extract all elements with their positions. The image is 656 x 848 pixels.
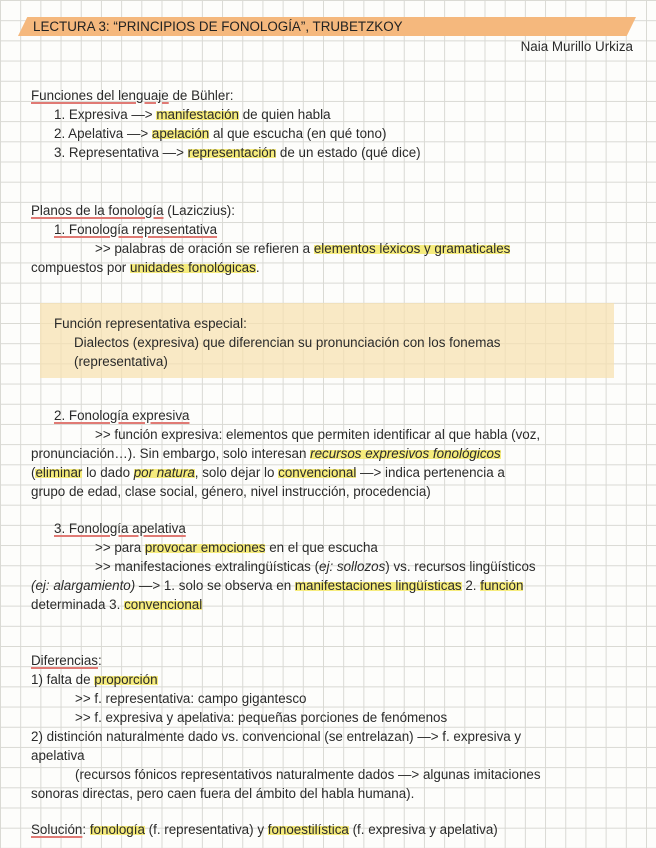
apel-line-2-post: ) vs. recursos lingüísticos <box>385 559 536 574</box>
fonologia-expresiva-title <box>54 406 189 425</box>
diferencia-1-a: >> f. representativa: campo gigantesco <box>75 691 307 706</box>
diferencia-2-line-2: apelativa <box>31 748 85 763</box>
funcion-item-2 <box>54 124 386 143</box>
fonologia-apelativa-title <box>54 519 186 538</box>
funcion-item-1-post: de quien habla <box>238 107 331 122</box>
apel-line-1-highlight: provocar emociones <box>144 540 266 555</box>
page-title: LECTURA 3: “PRINCIPIOS DE FONOLOGÍA”, TRUBETZKOY <box>33 19 403 34</box>
exp-line-3-post: —> indica pertenencia a <box>356 465 505 480</box>
exp-line-2 <box>31 444 501 463</box>
rep-line-2-pre: compuestos por <box>31 260 130 275</box>
exp-line-4: grupo de edad, clase social, género, nivel instrucción, procedencia) <box>31 484 431 499</box>
exp-line-2-pre: pronunciación…). Sin embargo, solo interesan <box>31 446 311 461</box>
rep-line-1-highlight: elementos léxicos y gramaticales <box>313 241 511 256</box>
funcion-item-3 <box>54 143 421 162</box>
funcion-item-1-highlight: manifestación <box>156 107 239 122</box>
diferencia-1-b: >> f. expresiva y apelativa: pequeñas porciones de fenómenos <box>75 710 448 725</box>
funcion-item-2-post: al que escucha (en qué tono) <box>209 126 387 141</box>
exp-line-3 <box>31 463 505 482</box>
apel-line-1 <box>95 538 378 557</box>
exp-line-1: >> función expresiva: elementos que permiten identificar al que habla (voz, <box>95 427 541 442</box>
funcion-item-2-pre: 2. Apelativa —> <box>54 126 152 141</box>
solucion-highlight-2: fonoestilística <box>267 822 349 837</box>
fonologia-expresiva-label: 2. Fonología expresiva <box>54 408 190 423</box>
diferencia-1-highlight: proporción <box>94 672 158 687</box>
funcion-item-3-post: de un estado (qué dice) <box>276 145 421 160</box>
solucion-mid: (f. representativa) y <box>144 822 268 837</box>
apel-line-3-italic: (ej: alargamiento) <box>31 578 136 593</box>
diferencias-heading-underlined: Diferencias <box>31 653 98 668</box>
callout-line-2: Dialectos (expresiva) que diferencian su pronunciación con los fonemas <box>74 335 501 350</box>
diferencia-1-pre: 1) falta de <box>31 672 95 687</box>
diferencia-1 <box>31 670 158 689</box>
funciones-heading <box>31 86 234 105</box>
funciones-heading-rest: de Bühler: <box>168 88 234 103</box>
solucion-post: (f. expresiva y apelativa) <box>348 822 498 837</box>
rep-line-2-highlight: unidades fonológicas <box>130 260 256 275</box>
exp-line-3-pre: ( <box>31 465 36 480</box>
apel-line-3 <box>31 576 523 595</box>
apel-line-2 <box>95 557 536 576</box>
author-name: Naia Murillo Urkiza <box>520 39 633 54</box>
fonologia-apelativa-label: 3. Fonología apelativa <box>54 521 186 536</box>
rep-line-2-post: . <box>255 260 260 275</box>
funcion-item-3-highlight: representación <box>187 145 277 160</box>
apel-line-1-pre: >> para <box>95 540 145 555</box>
planos-heading <box>31 201 235 220</box>
rep-line-1-pre: >> palabras de oración se refieren a <box>95 241 314 256</box>
fonologia-representativa-label: 1. Fonología representativa <box>54 222 218 237</box>
exp-line-3-mid-1: lo dado <box>82 465 134 480</box>
apel-line-3-highlight-1: manifestaciones lingüísticas <box>294 578 462 593</box>
solucion-heading: Solución <box>31 822 83 837</box>
funcion-item-2-highlight: apelación <box>151 126 210 141</box>
funciones-heading-underlined: Funciones del lenguaje <box>31 88 169 103</box>
callout-line-3: (representativa) <box>74 354 168 369</box>
funcion-item-1-pre: 1. Expresiva —> <box>54 107 157 122</box>
apel-line-3-mid: —> 1. solo se observa en <box>135 578 295 593</box>
diferencia-2-line-3: (recursos fónicos representativos naturalmente dados —> algunas imitaciones <box>75 767 541 782</box>
exp-line-3-mid-2: , solo dejar lo <box>194 465 279 480</box>
funcion-item-1 <box>54 105 331 124</box>
rep-line-2 <box>31 258 260 277</box>
apel-line-4-pre: determinada 3. <box>31 597 125 612</box>
exp-line-3-highlight-1: eliminar <box>35 465 83 480</box>
rep-line-1 <box>95 239 510 258</box>
planos-heading-rest: (Laziczius): <box>163 203 235 218</box>
apel-line-2-pre: >> manifestaciones extralingüísticas ( <box>95 559 320 574</box>
apel-line-3-mid-2: 2. <box>461 578 481 593</box>
diferencia-2-line-4: sonoras directas, pero caen fuera del ámbito del habla humana). <box>31 786 415 801</box>
apel-line-4 <box>31 595 202 614</box>
funcion-item-3-pre: 3. Representativa —> <box>54 145 188 160</box>
fonologia-representativa-title <box>54 220 217 239</box>
solucion-line <box>31 820 498 839</box>
solucion-highlight-1: fonología <box>89 822 145 837</box>
diferencias-heading-rest: : <box>97 653 102 668</box>
apel-line-1-post: en el que escucha <box>265 540 378 555</box>
apel-line-3-highlight-2: función <box>480 578 524 593</box>
exp-line-3-highlight-2: por natura <box>133 465 195 480</box>
planos-heading-underlined: Planos de la fonología <box>31 203 164 218</box>
diferencias-heading <box>31 651 102 670</box>
diferencia-2-line-1: 2) distinción naturalmente dado vs. convencional (se entrelazan) —> f. expresiva y <box>31 729 522 744</box>
exp-line-3-highlight-3: convencional <box>278 465 357 480</box>
apel-line-4-highlight: convencional <box>124 597 203 612</box>
exp-line-2-highlight: recursos expresivos fonológicos <box>310 446 501 461</box>
apel-line-2-italic: ej: sollozos <box>319 559 386 574</box>
solucion-heading-rest: : <box>82 822 90 837</box>
callout-title: Función representativa especial: <box>54 316 247 331</box>
